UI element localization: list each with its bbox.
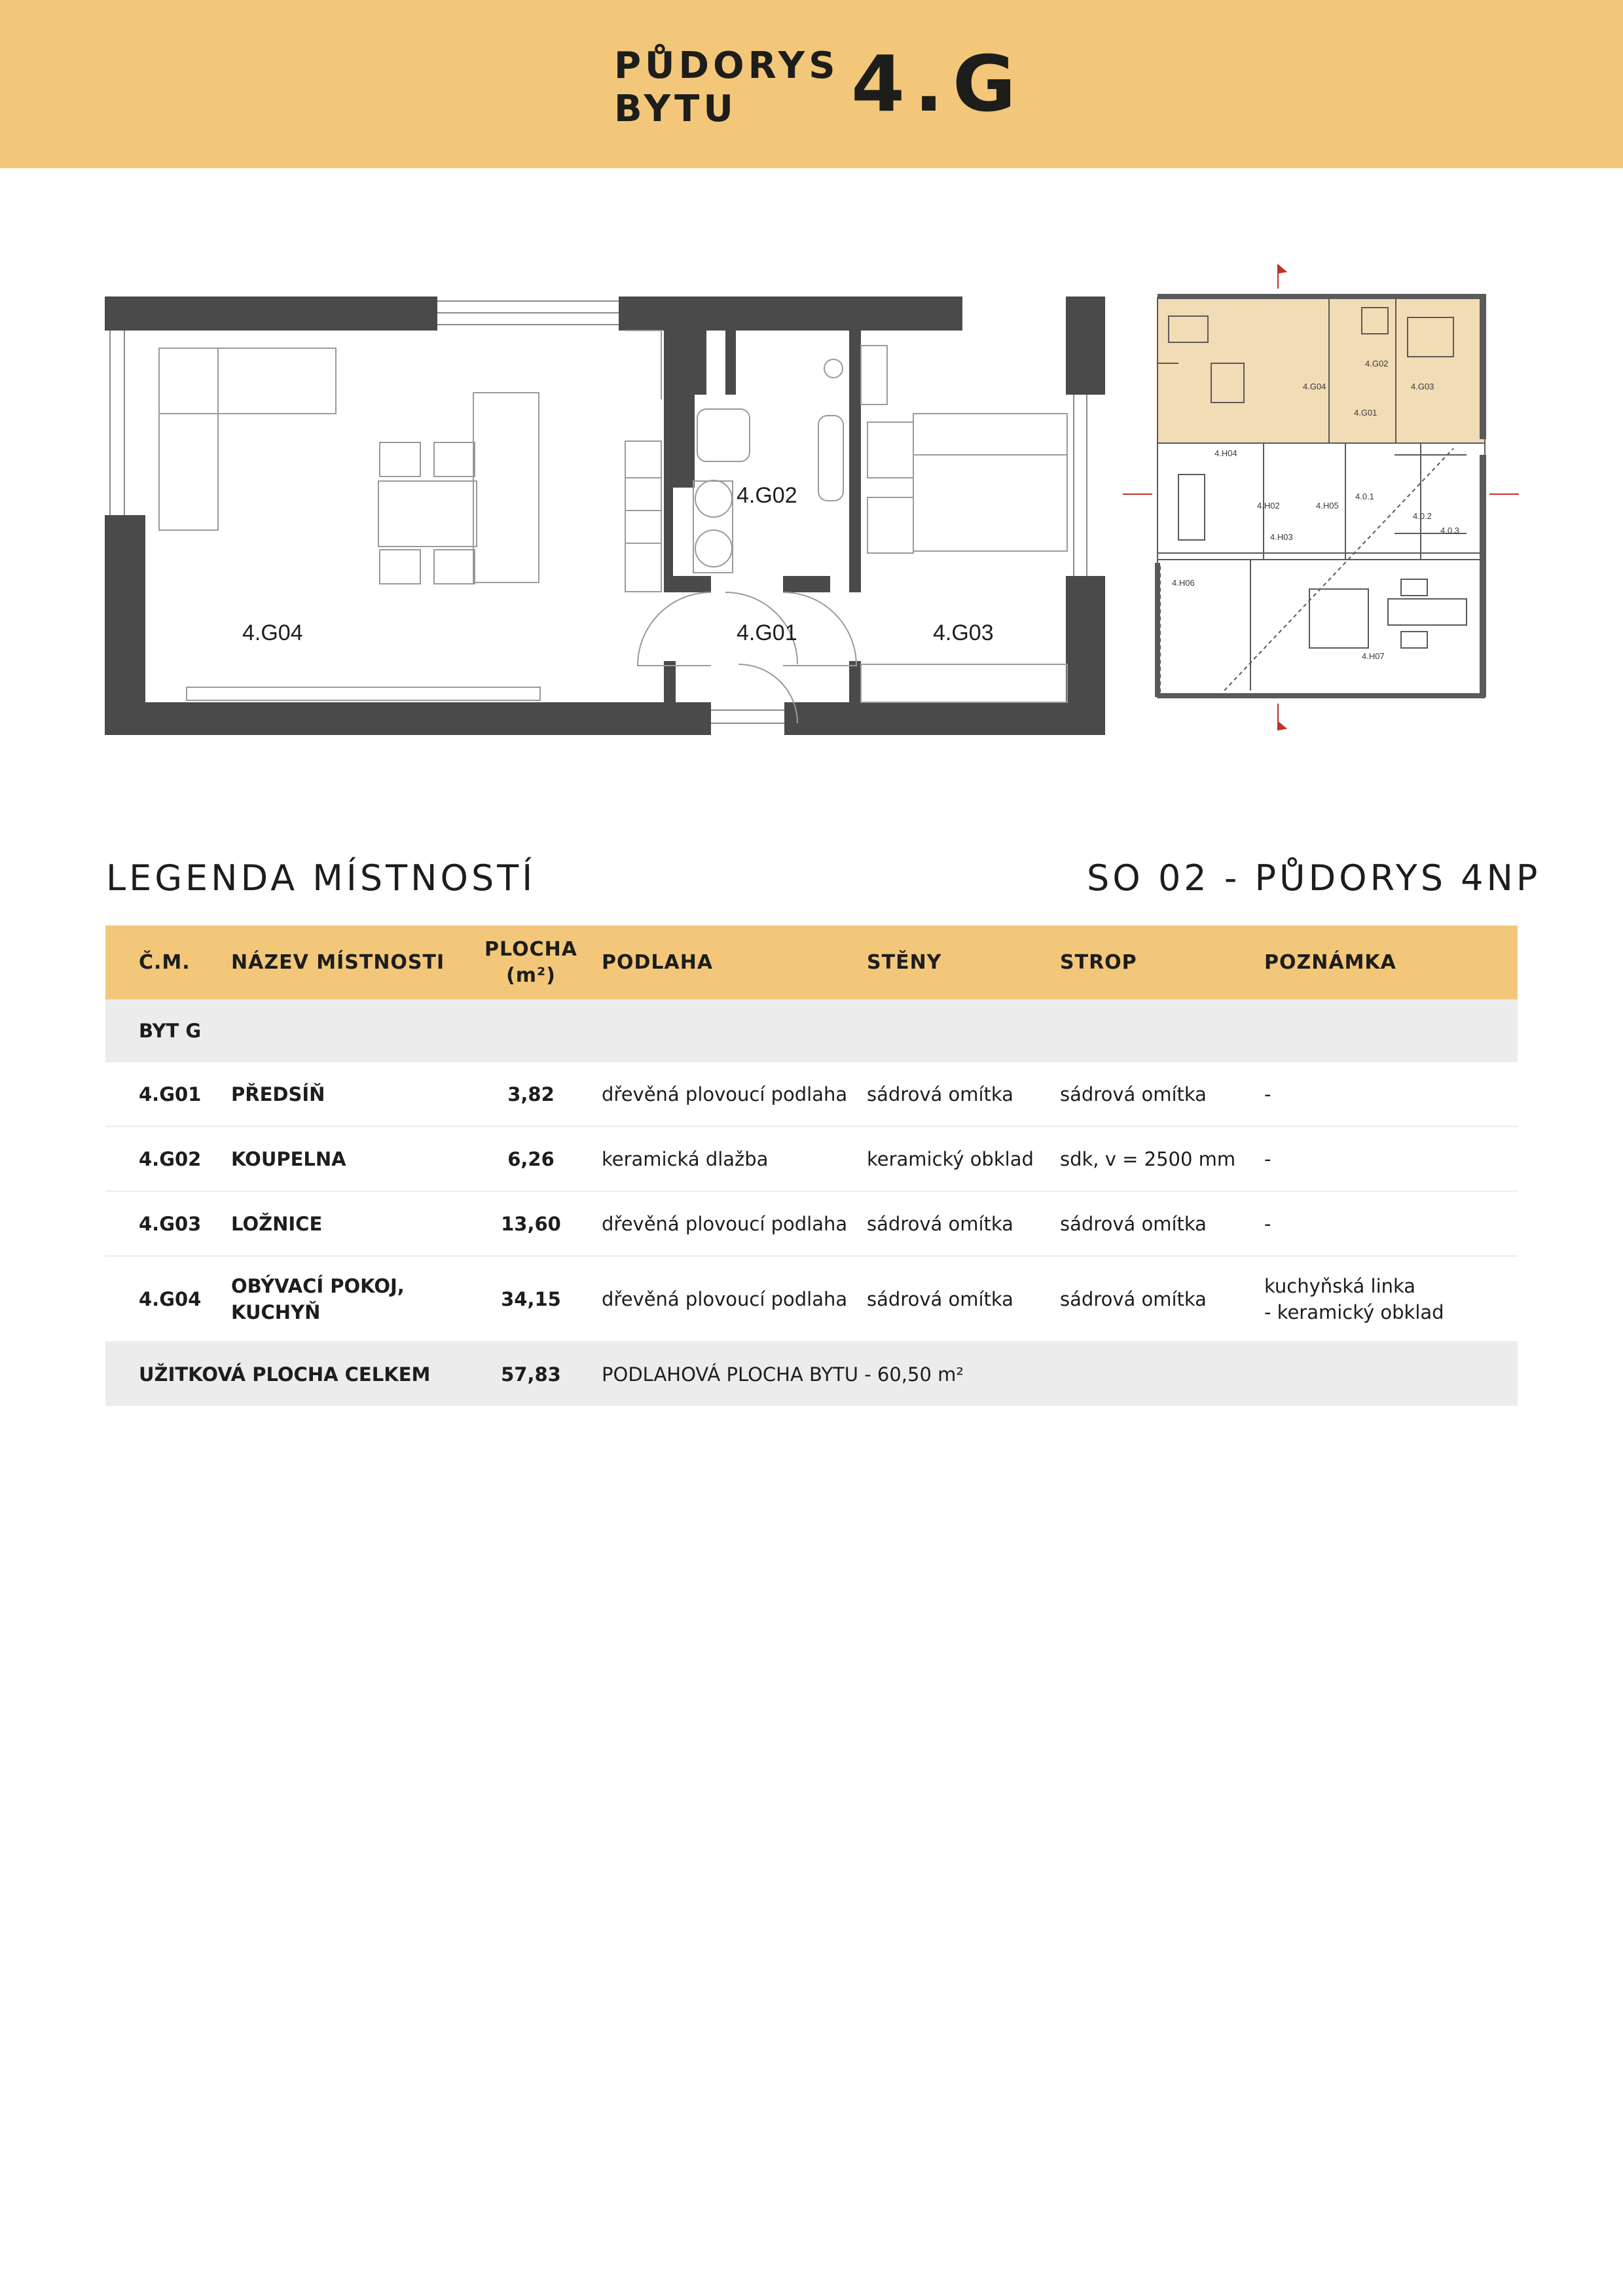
total-row	[105, 1342, 1518, 1406]
header-label-line2: BYTU	[614, 88, 737, 130]
key-label-r01: 4.0.1	[1355, 492, 1374, 501]
key-label-r03: 4.0.3	[1440, 526, 1459, 535]
cell-ceiling: sádrová omítka	[1060, 1287, 1207, 1310]
header-ceiling: STROP	[1060, 950, 1137, 974]
key-label-h02: 4.H02	[1257, 501, 1280, 511]
header-band	[0, 0, 1623, 168]
header-label-line1: PŮDORYS	[614, 45, 839, 87]
cell-walls: sádrová omítka	[867, 1287, 1013, 1310]
cell-name: KOUPELNA	[231, 1147, 346, 1170]
key-label-g02: 4.G02	[1365, 359, 1389, 368]
room-label-g02: 4.G02	[737, 483, 797, 508]
room-legend-table	[105, 925, 1518, 1406]
cell-name: PŘEDSÍŇ	[231, 1083, 325, 1105]
key-label-h07: 4.H07	[1362, 651, 1385, 661]
group-label: BYT G	[139, 1020, 202, 1042]
cell-note: kuchyňská linka - keramický obklad	[1264, 1274, 1444, 1323]
walls	[105, 296, 1105, 735]
cell-cm: 4.G02	[139, 1147, 202, 1170]
table-row	[105, 1257, 1518, 1342]
cell-area: 3,82	[507, 1083, 555, 1105]
table-row	[105, 1062, 1518, 1127]
cell-note: -	[1264, 1212, 1271, 1235]
cell-walls: sádrová omítka	[867, 1212, 1013, 1235]
key-label-h03: 4.H03	[1270, 532, 1293, 542]
cell-cm: 4.G03	[139, 1212, 202, 1235]
legend-subtitle: SO 02 - PŮDORYS 4NP	[1087, 857, 1541, 899]
header-cm: Č.M.	[139, 950, 191, 974]
table-row	[105, 1127, 1518, 1192]
key-label-g03: 4.G03	[1411, 382, 1434, 391]
cell-area: 34,15	[501, 1287, 561, 1310]
cell-area: 13,60	[501, 1212, 561, 1235]
key-label-r02: 4.0.2	[1413, 511, 1432, 521]
cell-walls: sádrová omítka	[867, 1083, 1013, 1105]
key-label-g04: 4.G04	[1303, 382, 1326, 391]
legend-title: LEGENDA MÍSTNOSTÍ	[106, 857, 536, 899]
header-walls: STĚNY	[867, 950, 942, 974]
cell-note: -	[1264, 1147, 1271, 1170]
group-row	[105, 999, 1518, 1062]
key-label-h06: 4.H06	[1172, 578, 1195, 588]
total-label: UŽITKOVÁ PLOCHA CELKEM	[139, 1363, 431, 1386]
table-header	[105, 925, 1518, 999]
cell-floor: dřevěná plovoucí podlaha	[602, 1083, 848, 1105]
header-floor: PODLAHA	[602, 950, 714, 974]
total-note: PODLAHOVÁ PLOCHA BYTU - 60,50 m²	[602, 1363, 964, 1386]
cell-cm: 4.G01	[139, 1083, 202, 1105]
key-label-h05: 4.H05	[1316, 501, 1339, 511]
furniture	[159, 331, 1067, 723]
cell-ceiling: sádrová omítka	[1060, 1083, 1207, 1105]
cell-floor: keramická dlažba	[602, 1147, 769, 1170]
cell-name: OBÝVACÍ POKOJ, KUCHYŇ	[231, 1274, 405, 1323]
highlighted-apartment	[1158, 298, 1485, 443]
room-label-g03: 4.G03	[933, 620, 994, 645]
header-label	[614, 45, 839, 131]
cell-name: LOŽNICE	[231, 1212, 323, 1235]
header-area: PLOCHA (m²)	[484, 937, 577, 987]
cell-area: 6,26	[507, 1147, 555, 1170]
apartment-floor-plan	[105, 295, 1113, 740]
header-name: NÁZEV MÍSTNOSTI	[231, 950, 445, 974]
apartment-code: 4.G	[851, 39, 1025, 129]
key-label-g01: 4.G01	[1354, 408, 1377, 418]
cell-note: -	[1264, 1083, 1271, 1105]
header-note: POZNÁMKA	[1264, 950, 1396, 974]
total-area: 57,83	[501, 1363, 561, 1386]
key-label-h04: 4.H04	[1214, 448, 1237, 458]
floor-key-plan	[1113, 259, 1525, 762]
cell-floor: dřevěná plovoucí podlaha	[602, 1212, 848, 1235]
cell-ceiling: sdk, v = 2500 mm	[1060, 1147, 1236, 1170]
cell-cm: 4.G04	[139, 1287, 202, 1310]
cell-ceiling: sádrová omítka	[1060, 1212, 1207, 1235]
cell-floor: dřevěná plovoucí podlaha	[602, 1287, 848, 1310]
cell-walls: keramický obklad	[867, 1147, 1034, 1170]
room-label-g01: 4.G01	[737, 620, 797, 645]
table-row	[105, 1192, 1518, 1257]
room-label-g04: 4.G04	[242, 620, 303, 645]
